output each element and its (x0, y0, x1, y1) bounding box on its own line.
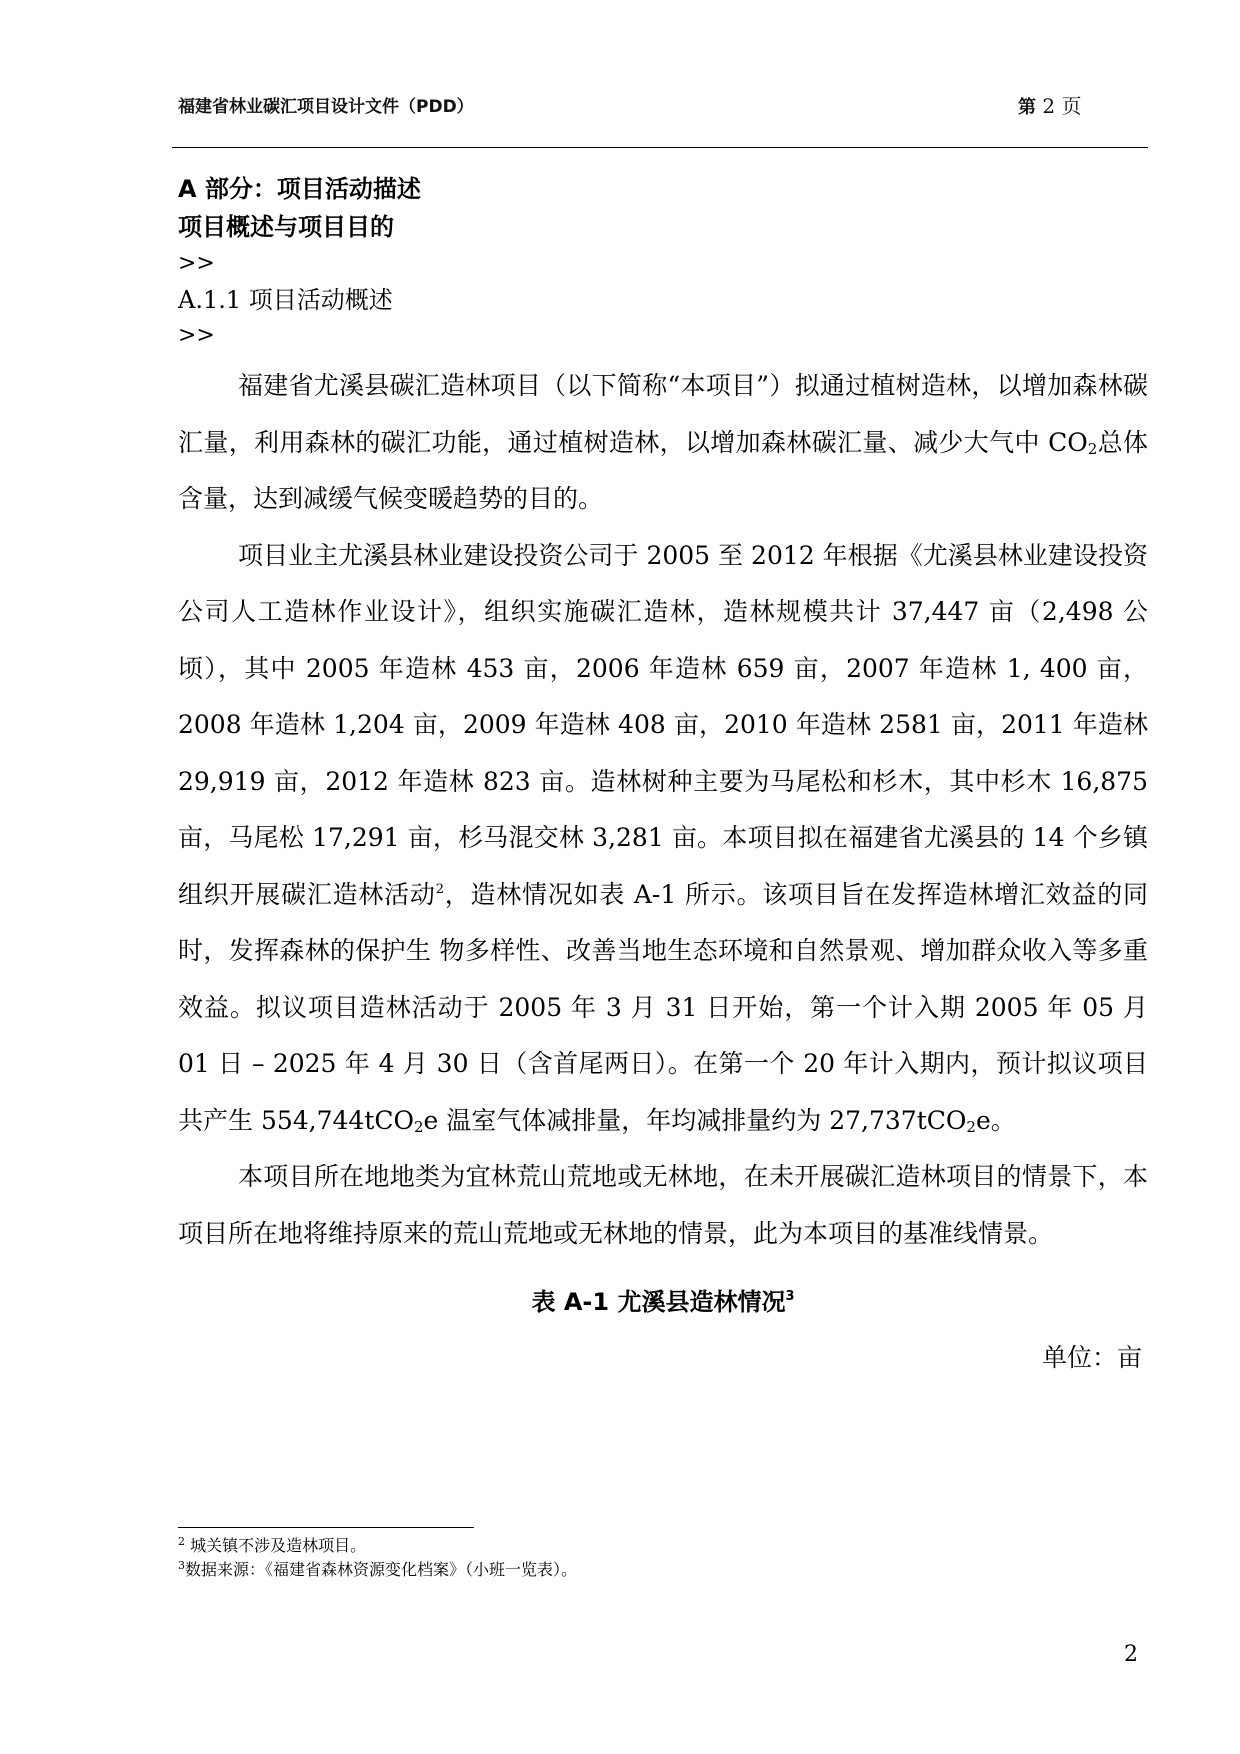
section-marker: >> (178, 323, 215, 348)
subsection-title: A.1.1 项目活动概述 (178, 286, 393, 314)
table-caption (178, 1282, 1148, 1322)
subscript: 2 (966, 1117, 976, 1136)
header-page-suffix: 页 (1061, 94, 1082, 118)
table-unit: 单位：亩 (1041, 1343, 1142, 1372)
header-divider (172, 147, 1148, 148)
header-title: 福建省林业碳汇项目设计文件（PDD） (178, 97, 474, 117)
subscript: 2 (1087, 439, 1098, 458)
footnote-item (178, 1534, 1078, 1558)
footnote-item (178, 1558, 1078, 1582)
footnote-divider (178, 1527, 474, 1528)
table-caption-text: 表 A-1 尤溪县造林情况 (531, 1288, 786, 1316)
footnote-mark: 3 (178, 1559, 185, 1572)
paragraph-baseline: 本项目所在地地类为宜林荒山荒地或无林地，在未开展碳汇造林项目的情景下，本项目所在地将维持原来的荒山荒地或无林地的情景，此为本项目的基准线情景。 (178, 1162, 1148, 1248)
footnote-mark: 2 (178, 1535, 185, 1548)
header-page-indicator (1018, 90, 1081, 119)
footnote-text: 城关镇不涉及造林项目。 (185, 1536, 367, 1555)
section-marker: >> (178, 251, 215, 276)
paragraph-text: e 温室气体减排量，年均减排量约为 27,737tCO (423, 1105, 967, 1135)
header-page-number: 2 (1042, 94, 1056, 118)
paragraph-text: 项目业主尤溪县林业建设投资公司于 2005 至 2012 年根据《尤溪县林业建设投资公司人工造林作业设计》，组织实施碳汇造林，造林规模共计 37,447 亩（2,498 公顷），其中 2005 年造林 453 亩，2006 年造林 659 亩，2007 年造林 1, 400 亩，2008 年造林 1,204 亩，2009 年造林 408 亩，2010 年造林 2581 亩，2011 年造林 29,919 亩，2012 年造林 823 亩。造林树种主要为马尾松和杉木，其中杉木 16,875 亩，马尾松 17,291 亩，杉马混交林 3,281 亩。本项目拟在福建省尤溪县的 14 个乡镇组织开展碳汇造林活动 (178, 540, 1148, 909)
page-number: 2 (1124, 1642, 1138, 1667)
paragraph-text: 总体含量，达到减缓气候变暖趋势的目的。 (178, 427, 1148, 513)
footnotes (178, 1534, 1078, 1582)
paragraph-text: ，造林情况如表 A-1 所示。该项目旨在发挥造林增汇效益的同时，发挥森林的保护生 物多样性、改善当地生态环境和自然景观、增加群众收入等多重效益。拟议项目造林活动于 2005 年 3 月 31 日开始，第一个计入期 2005 年 05 月 01 日 – 2025 年 4 月 30 日（含首尾两日）。在第一个 20 年计入期内，预计拟议项目共产生 554,744tCO (178, 879, 1148, 1135)
overview-title: 项目概述与项目目的 (178, 213, 394, 241)
paragraph-overview (178, 358, 1148, 528)
main-content (178, 170, 1148, 1378)
header-page-label: 第 (1018, 97, 1036, 118)
footnote-ref: 3 (785, 1289, 795, 1304)
footnote-text: 数据来源：《福建省森林资源变化档案》（小班一览表）。 (185, 1560, 578, 1579)
paragraph-text: e。 (975, 1105, 1016, 1135)
paragraph-text: 福建省尤溪县碳汇造林项目（以下简称“本项目”）拟通过植树造林，以增加森林碳汇量，利用森林的碳汇功能，通过植树造林，以增加森林碳汇量、减少大气中 CO (178, 371, 1148, 457)
paragraph-project-details (178, 528, 1148, 1150)
subscript: 2 (414, 1117, 424, 1136)
part-title: A 部分：项目活动描述 (178, 175, 421, 203)
footnote-ref: 2 (435, 881, 444, 897)
